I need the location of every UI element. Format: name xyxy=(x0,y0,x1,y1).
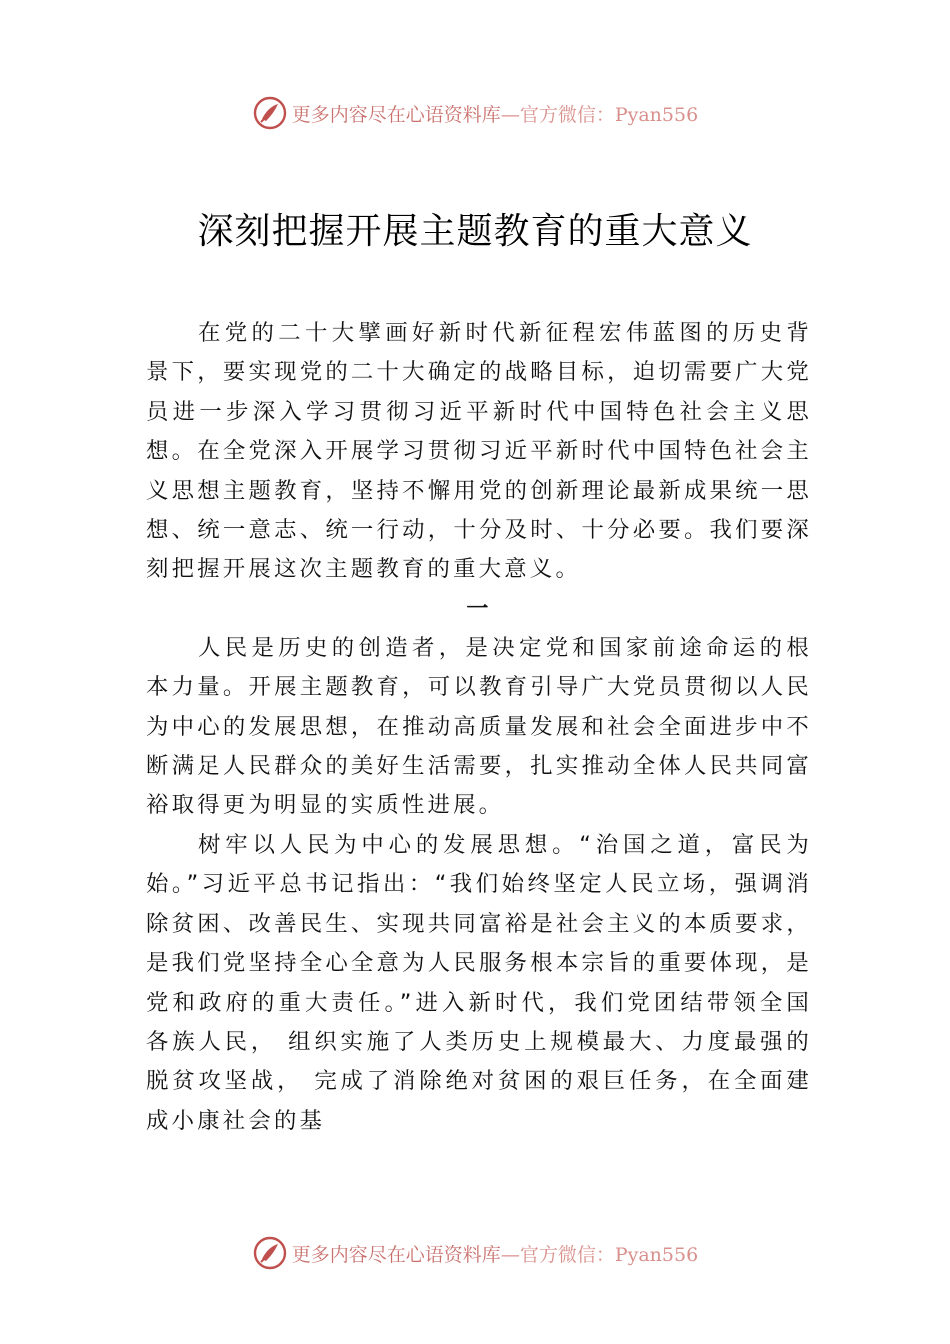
document-title: 深刻把握开展主题教育的重大意义 xyxy=(197,211,753,252)
pen-logo-icon xyxy=(252,1235,288,1271)
paragraph-people-centered: 树牢以人民为中心的发展思想。“治国之道，富民为始。”习近平总书记指出：“我们始终坚定人民立场，强调消除贫困、改善民生、实现共同富裕是社会主义的本质要求，是我们党坚持全心全意为人民服务根本宗旨的重要体现，是党和政府的重大责任。”进入新时代，我们党团结带领全国各族人民， 组织实施了人类历史上规模最大、力度最强的脱贫攻坚战， 完成了消除绝对贫困的艰巨任务，在全面建成小康社会的基 xyxy=(146,831,812,1134)
footer-banner xyxy=(0,1233,950,1273)
section-number: 一 xyxy=(466,596,492,622)
pen-logo-icon xyxy=(252,95,288,131)
header-banner xyxy=(0,93,950,133)
document-body xyxy=(146,314,812,1141)
paragraph-section-one: 人民是历史的创造者，是决定党和国家前途命运的根本力量。开展主题教育，可以教育引导广大党员贯彻以人民为中心的发展思想，在推动高质量发展和社会全面进步中不断满足人民群众的美好生活需要，扎实推动全体人民共同富裕取得更为明显的实质性进展。 xyxy=(146,634,812,819)
paragraph-intro: 在党的二十大擘画好新时代新征程宏伟蓝图的历史背景下，要实现党的二十大确定的战略目标，迫切需要广大党员进一步深入学习贯彻习近平新时代中国特色社会主义思想。在全党深入开展学习贯彻习近平新时代中国特色社会主义思想主题教育，坚持不懈用党的创新理论最新成果统一思想、统一意志、统一行动，十分及时、十分必要。我们要深刻把握开展这次主题教育的重大意义。 xyxy=(146,320,812,583)
header-banner-text: 更多内容尽在心语资料库—官方微信：Pyan556 xyxy=(291,103,699,126)
footer-banner-text: 更多内容尽在心语资料库—官方微信：Pyan556 xyxy=(291,1243,699,1266)
